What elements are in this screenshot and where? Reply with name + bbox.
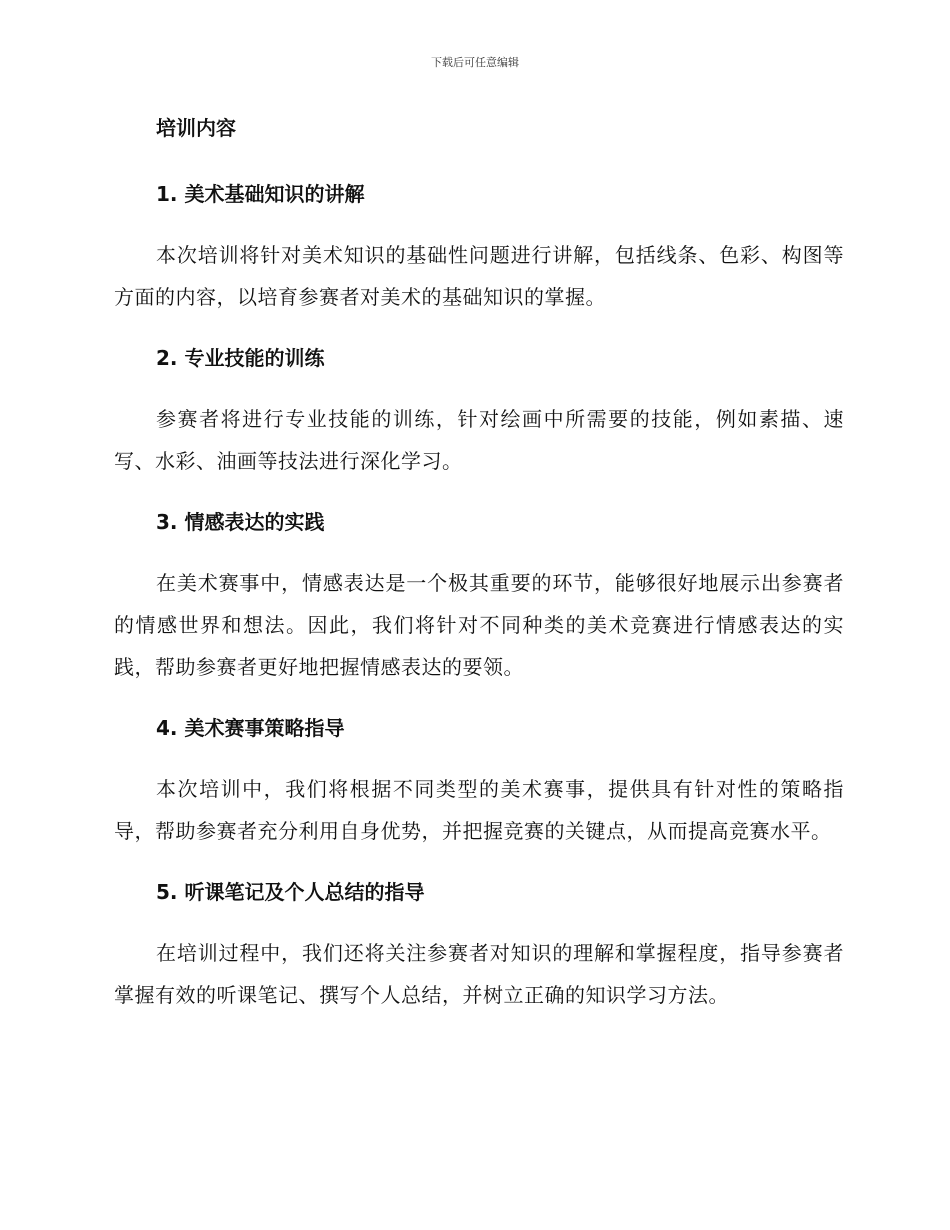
document-body: [114, 112, 844, 1040]
section-heading-1: 1. 美术基础知识的讲解: [156, 182, 365, 206]
section-heading-4: 4. 美术赛事策略指导: [156, 716, 345, 740]
section-heading-2: 2. 专业技能的训练: [156, 346, 325, 370]
section-heading-3: 3. 情感表达的实践: [156, 510, 325, 534]
section-body-1: 本次培训将针对美术知识的基础性问题进行讲解，包括线条、色彩、构图等方面的内容，以培育参赛者对美术的基础知识的掌握。: [114, 243, 844, 309]
section-body-2: 参赛者将进行专业技能的训练，针对绘画中所需要的技能，例如素描、速写、水彩、油画等技法进行深化学习。: [114, 407, 844, 473]
section-body-4: 本次培训中，我们将根据不同类型的美术赛事，提供具有针对性的策略指导，帮助参赛者充分利用自身优势，并把握竞赛的关键点，从而提高竞赛水平。: [114, 777, 844, 843]
section-heading-5: 5. 听课笔记及个人总结的指导: [156, 880, 425, 904]
header-note: 下载后可任意编辑: [431, 56, 519, 69]
section-body-3: 在美术赛事中，情感表达是一个极其重要的环节，能够很好地展示出参赛者的情感世界和想法。因此，我们将针对不同种类的美术竞赛进行情感表达的实践，帮助参赛者更好地把握情感表达的要领。: [114, 571, 844, 679]
section-body-5: 在培训过程中，我们还将关注参赛者对知识的理解和掌握程度，指导参赛者掌握有效的听课笔记、撰写个人总结，并树立正确的知识学习方法。: [114, 941, 844, 1007]
document-title: 培训内容: [156, 116, 236, 140]
